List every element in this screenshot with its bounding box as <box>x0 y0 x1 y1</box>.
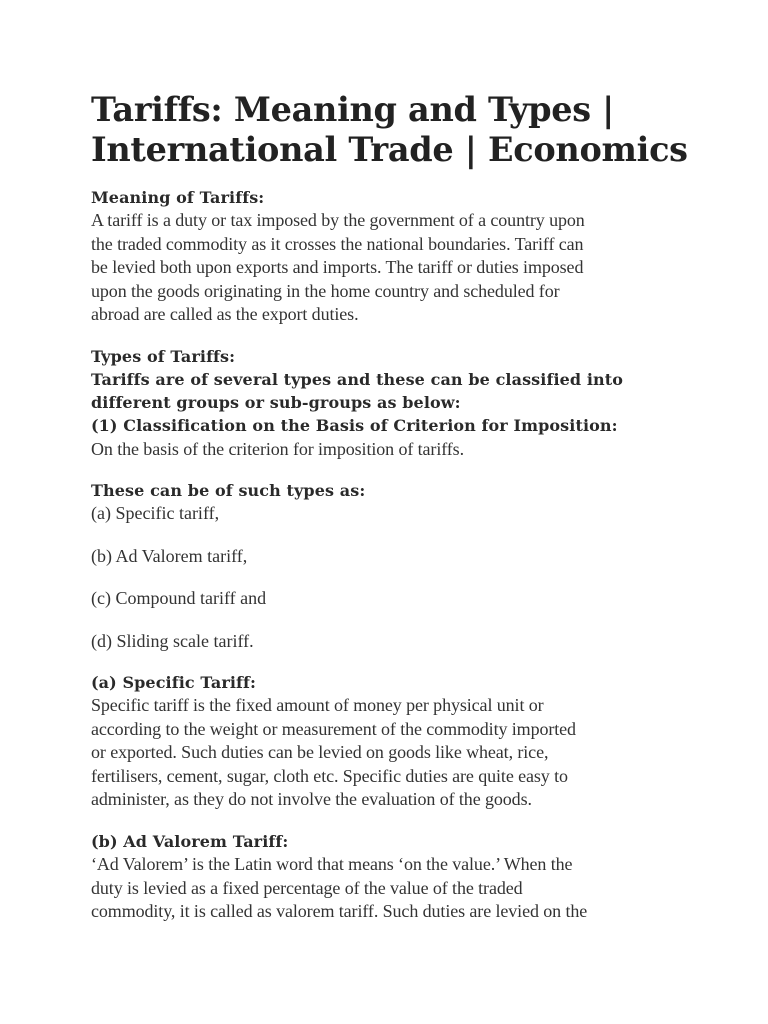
list-item: (d) Sliding scale tariff. <box>91 630 254 651</box>
paragraph <box>91 853 711 924</box>
paragraph <box>91 694 711 812</box>
text-line: according to the weight or measurement of the commodity imported <box>91 718 576 739</box>
document-page <box>91 90 711 924</box>
text-line: different groups or sub-groups as below: <box>91 393 461 413</box>
title-line: International Trade | Economics <box>91 130 688 169</box>
text-line: the traded commodity as it crosses the national boundaries. Tariff can <box>91 233 584 254</box>
section-heading: (b) Ad Valorem Tariff: <box>91 831 289 851</box>
text-line: be levied both upon exports and imports. The tariff or duties imposed <box>91 257 584 278</box>
intro-text <box>91 368 711 414</box>
paragraph: On the basis of the criterion for imposition of tariffs. <box>91 438 464 459</box>
section-heading: (a) Specific Tariff: <box>91 673 257 693</box>
text-line: Tariffs are of several types and these can be classified into <box>91 369 624 389</box>
section-meaning <box>91 186 711 327</box>
text-line: ‘Ad Valorem’ is the Latin word that means ‘on the value.’ When the <box>91 854 573 875</box>
section-ad-valorem-tariff <box>91 830 711 924</box>
text-line: fertilisers, cement, sugar, cloth etc. Specific duties are quite easy to <box>91 765 568 786</box>
section-heading: Meaning of Tariffs: <box>91 188 265 207</box>
list-item: (b) Ad Valorem tariff, <box>91 545 248 566</box>
text-line: abroad are called as the export duties. <box>91 304 359 325</box>
section-heading: These can be of such types as: <box>91 481 366 501</box>
text-line: commodity, it is called as valorem tariff. Such duties are levied on the <box>91 901 588 922</box>
text-line: A tariff is a duty or tax imposed by the government of a country upon <box>91 210 585 231</box>
text-line: duty is levied as a fixed percentage of the value of the traded <box>91 877 523 898</box>
paragraph <box>91 209 711 327</box>
title-line: Tariffs: Meaning and Types | <box>91 90 615 129</box>
section-heading: Types of Tariffs: <box>91 346 236 366</box>
page-title <box>91 90 711 170</box>
subsection-heading: (1) Classification on the Basis of Criterion for Imposition: <box>91 416 618 436</box>
text-line: or exported. Such duties can be levied on goods like wheat, rice, <box>91 742 549 763</box>
types-list <box>91 479 711 653</box>
text-line: administer, as they do not involve the evaluation of the goods. <box>91 789 532 810</box>
section-specific-tariff <box>91 671 711 812</box>
list-item: (a) Specific tariff, <box>91 503 220 524</box>
text-line: upon the goods originating in the home country and scheduled for <box>91 280 560 301</box>
list-item: (c) Compound tariff and <box>91 588 267 609</box>
text-line: Specific tariff is the fixed amount of money per physical unit or <box>91 695 544 716</box>
section-types <box>91 345 711 461</box>
